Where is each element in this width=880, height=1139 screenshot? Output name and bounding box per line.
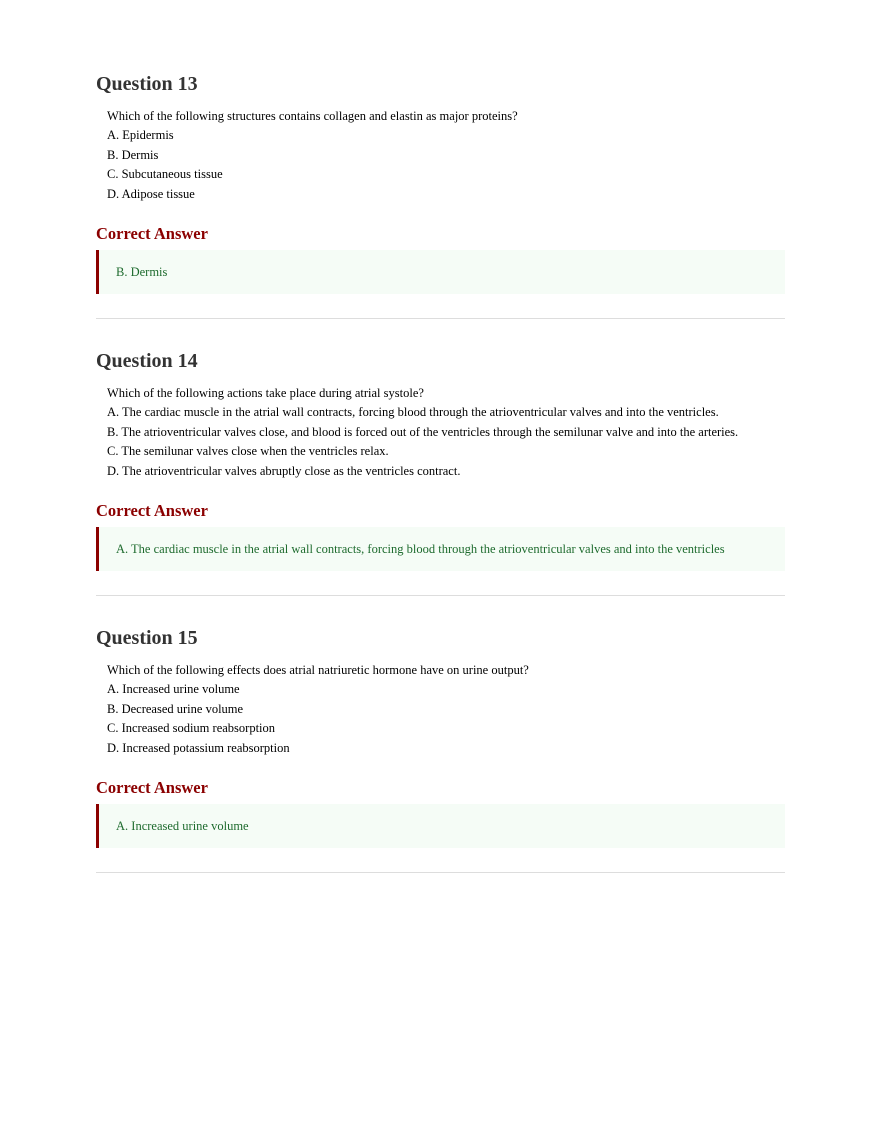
option-b: B. Dermis xyxy=(107,147,159,162)
question-14 xyxy=(96,347,785,624)
option-a: A. Epidermis xyxy=(107,128,174,143)
question-body xyxy=(96,661,785,758)
correct-answer-heading: Correct Answer xyxy=(96,778,208,798)
section-divider xyxy=(96,595,785,596)
question-body xyxy=(96,107,785,204)
option-c: C. Subcutaneous tissue xyxy=(107,167,223,182)
option-a: A. Increased urine volume xyxy=(107,682,240,697)
question-title: Question 14 xyxy=(96,350,198,372)
question-title: Question 15 xyxy=(96,627,198,649)
correct-answer-text: A. Increased urine volume xyxy=(116,818,249,833)
quiz-page xyxy=(96,70,785,901)
correct-answer-heading: Correct Answer xyxy=(96,501,208,521)
option-c: C. The semilunar valves close when the ventricles relax. xyxy=(107,444,389,459)
option-d: D. Adipose tissue xyxy=(107,186,195,201)
option-b: B. The atrioventricular valves close, and blood is forced out of the ventricles through the semilunar valve and into the arteries. xyxy=(107,424,739,439)
section-divider xyxy=(96,318,785,319)
question-text: Which of the following effects does atrial natriuretic hormone have on urine output? xyxy=(107,663,529,677)
correct-answer-box xyxy=(96,527,785,571)
option-d: D. The atrioventricular valves abruptly close as the ventricles contract. xyxy=(107,463,461,478)
section-divider xyxy=(96,872,785,873)
option-b: B. Decreased urine volume xyxy=(107,701,244,716)
option-c: C. Increased sodium reabsorption xyxy=(107,721,276,736)
correct-answer-text: A. The cardiac muscle in the atrial wall contracts, forcing blood through the atrioventricular valves and into the ventricles xyxy=(116,541,725,556)
question-text: Which of the following structures contains collagen and elastin as major proteins? xyxy=(107,109,518,123)
correct-answer-box xyxy=(96,250,785,294)
question-13 xyxy=(96,70,785,347)
question-title: Question 13 xyxy=(96,73,198,95)
correct-answer-box xyxy=(96,804,785,848)
question-15 xyxy=(96,624,785,901)
correct-answer-heading: Correct Answer xyxy=(96,224,208,244)
option-d: D. Increased potassium reabsorption xyxy=(107,740,290,755)
option-a: A. The cardiac muscle in the atrial wall contracts, forcing blood through the atrioventricular valves and into the ventricles. xyxy=(107,405,719,420)
question-text: Which of the following actions take place during atrial systole? xyxy=(107,386,424,400)
question-body xyxy=(96,384,785,481)
correct-answer-text: B. Dermis xyxy=(116,264,168,279)
